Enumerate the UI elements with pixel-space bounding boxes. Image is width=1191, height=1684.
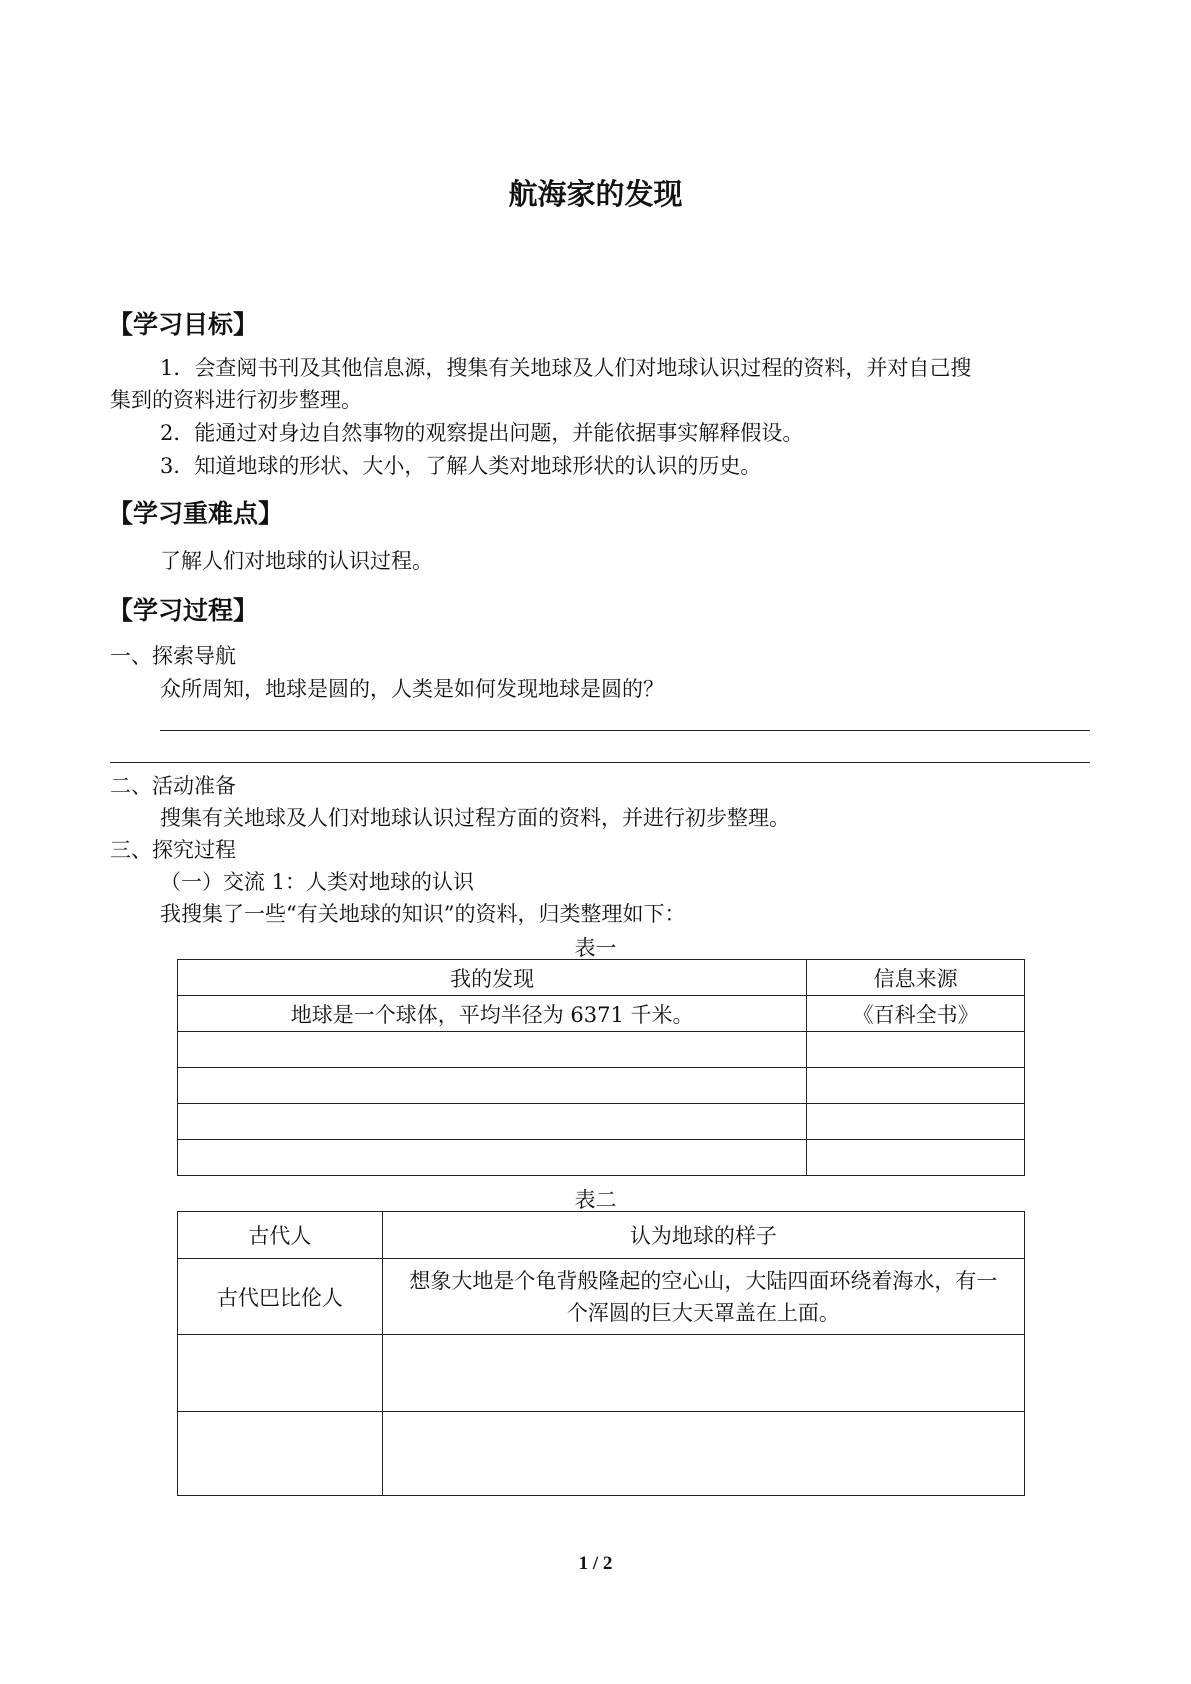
answer-line-1 <box>160 730 1090 731</box>
goal-item-2: 2．能通过对身边自然事物的观察提出问题，并能依据事实解释假设。 <box>160 421 804 445</box>
table-header-cell: 古代人 <box>178 1212 383 1259</box>
table-cell <box>178 1412 383 1496</box>
section-explore-question: 众所周知，地球是圆的，人类是如何发现地球是圆的？ <box>160 677 664 701</box>
table-cell <box>178 1104 807 1140</box>
process-heading: 【学习过程】 <box>108 596 259 625</box>
section-prepare-title: 二、活动准备 <box>110 774 236 798</box>
table-header-row <box>178 1212 1025 1259</box>
table-cell <box>382 1335 1024 1412</box>
key-points-text: 了解人们对地球的认识过程。 <box>160 549 433 573</box>
subsection-exchange-title: （一）交流 1：人类对地球的认识 <box>160 870 475 894</box>
goal-item-1-line-1: 1．会查阅书刊及其他信息源，搜集有关地球及人们对地球认识过程的资料，并对自己搜 <box>160 356 972 380</box>
table1-caption: 表一 <box>574 936 617 960</box>
key-points-heading: 【学习重难点】 <box>108 499 284 528</box>
table-row <box>178 1104 1025 1140</box>
table-ancient-views <box>177 1211 1025 1496</box>
goal-item-3: 3．知道地球的形状、大小，了解人类对地球形状的认识的历史。 <box>160 454 762 478</box>
table-cell <box>807 1140 1025 1176</box>
table-cell: 古代巴比伦人 <box>178 1259 383 1335</box>
page-number: 1 / 2 <box>578 1553 613 1574</box>
table-cell: 地球是一个球体，平均半径为 6371 千米。 <box>178 996 807 1032</box>
section-inquiry-title: 三、探究过程 <box>110 838 236 862</box>
subsection-exchange-intro: 我搜集了一些“有关地球的知识”的资料，归类整理如下： <box>160 902 686 926</box>
answer-line-2 <box>110 762 1090 763</box>
table-cell <box>807 1068 1025 1104</box>
page-title: 航海家的发现 <box>508 177 683 211</box>
table-row <box>178 1068 1025 1104</box>
table-cell <box>178 1032 807 1068</box>
table-cell <box>178 1068 807 1104</box>
section-explore-title: 一、探索导航 <box>110 644 236 668</box>
table2-caption: 表二 <box>574 1188 617 1212</box>
table-cell: 想象大地是个龟背般隆起的空心山，大陆四面环绕着海水，有一个浑圆的巨大天罩盖在上面。 <box>382 1259 1024 1335</box>
table-discoveries <box>177 959 1025 1176</box>
table-cell: 《百科全书》 <box>807 996 1025 1032</box>
table-row <box>178 1032 1025 1068</box>
table-cell <box>807 1032 1025 1068</box>
table-cell <box>178 1335 383 1412</box>
section-prepare-text: 搜集有关地球及人们对地球认识过程方面的资料，并进行初步整理。 <box>160 806 790 830</box>
table-row <box>178 1412 1025 1496</box>
table-row <box>178 1335 1025 1412</box>
table-cell <box>807 1104 1025 1140</box>
table-header-cell: 我的发现 <box>178 960 807 996</box>
goal-item-1-line-2: 集到的资料进行初步整理。 <box>110 388 362 412</box>
table-row <box>178 996 1025 1032</box>
table-header-cell: 认为地球的样子 <box>382 1212 1024 1259</box>
table-row <box>178 1259 1025 1335</box>
table-cell <box>178 1140 807 1176</box>
goals-heading: 【学习目标】 <box>108 310 259 339</box>
table-cell <box>382 1412 1024 1496</box>
table-header-row <box>178 960 1025 996</box>
table-header-cell: 信息来源 <box>807 960 1025 996</box>
table-row <box>178 1140 1025 1176</box>
